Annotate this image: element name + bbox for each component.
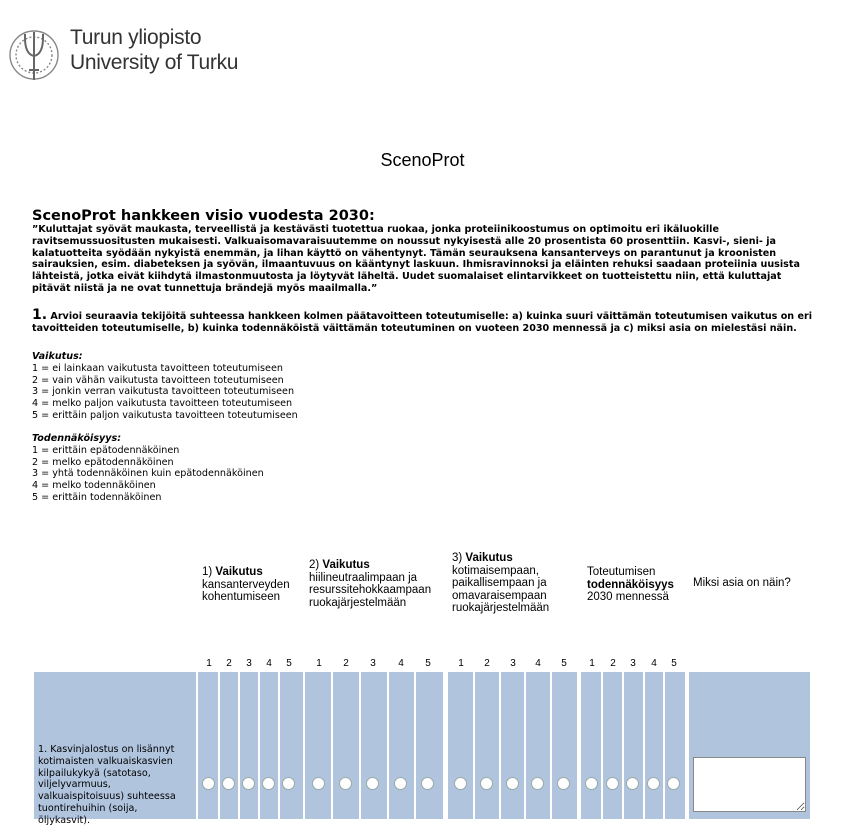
scale-number: 1 <box>316 658 322 669</box>
scale-number: 2 <box>226 658 232 669</box>
scale-number: 5 <box>671 658 677 669</box>
question-number: 1. <box>32 307 48 323</box>
health-impact-radio-3[interactable] <box>242 777 255 790</box>
scale-number: 4 <box>398 658 404 669</box>
column-prefix: 3) <box>452 552 466 564</box>
cell-divider <box>663 672 665 819</box>
cell-divider <box>331 672 333 819</box>
carbon-impact-radio-1[interactable] <box>312 777 325 790</box>
domestic-impact-cell <box>448 672 577 819</box>
row-1-statement: 1. Kasvinjalostus on lisännyt kotimaisten valkuaiskasvien kilpailukykyä (satotaso, viljelyvarmuus, valkuaispitoisuus) suhteessa tuontirehuihin (soija, öljykasvit). <box>38 744 176 826</box>
scale-item: 5 = erittäin paljon vaikutusta tavoitteen toteutumiseen <box>32 409 298 421</box>
health-impact-radio-5[interactable] <box>282 777 295 790</box>
university-seal-icon <box>8 24 60 86</box>
column-prefix: 2) <box>309 559 323 571</box>
scale-number: 1 <box>206 658 212 669</box>
impact-scale <box>32 351 298 422</box>
column-header-probability <box>587 566 687 604</box>
column-header-carbon <box>309 559 444 609</box>
scale-number: 2 <box>610 658 616 669</box>
cell-divider <box>473 672 475 819</box>
university-logo <box>8 24 239 86</box>
vision-heading: ScenoProt hankkeen visio vuodesta 2030: <box>32 208 375 224</box>
column-rest: kotimaisempaan, paikallisempaan ja omavaraisempaan ruokajärjestelmään <box>452 564 550 614</box>
carbon-impact-radio-5[interactable] <box>421 777 434 790</box>
cell-divider <box>218 672 220 819</box>
scale-heading: Vaikutus: <box>32 351 83 362</box>
probability-scale <box>32 433 264 504</box>
carbon-impact-radio-3[interactable] <box>366 777 379 790</box>
scale-item: 4 = melko paljon vaikutusta tavoitteen toteutumiseen <box>32 398 293 410</box>
domestic-impact-radio-4[interactable] <box>531 777 544 790</box>
probability-radio-5[interactable] <box>667 777 680 790</box>
carbon-impact-cell <box>305 672 443 819</box>
scale-number: 5 <box>425 658 431 669</box>
university-name-en: University of Turku <box>70 51 239 74</box>
domestic-impact-radio-2[interactable] <box>480 777 493 790</box>
column-pre: Toteutumisen <box>587 566 656 578</box>
cell-divider <box>278 672 280 819</box>
cell-divider <box>643 672 645 819</box>
column-bold: Vaikutus <box>465 552 513 564</box>
cell-divider <box>414 672 416 819</box>
why-answer-textarea[interactable] <box>693 757 806 812</box>
scale-number: 3 <box>246 658 252 669</box>
scale-item: 2 = vain vähän vaikutusta tavoitteen toteutumiseen <box>32 374 284 386</box>
cell-divider <box>238 672 240 819</box>
scale-item: 1 = erittäin epätodennäköinen <box>32 444 180 456</box>
scale-item: 3 = yhtä todennäköinen kuin epätodennäköinen <box>32 468 264 480</box>
scale-number: 4 <box>266 658 272 669</box>
carbon-impact-radio-4[interactable] <box>394 777 407 790</box>
column-rest: hiilineutraalimpaan ja resurssitehokkaampaan ruokajärjestelmään <box>309 571 432 609</box>
health-impact-radio-1[interactable] <box>202 777 215 790</box>
survey-title: ScenoProt <box>380 150 465 170</box>
cell-divider <box>359 672 361 819</box>
column-header-domestic <box>452 552 577 615</box>
scale-number: 3 <box>370 658 376 669</box>
question-text: Arvioi seuraavia tekijöitä suhteessa hankkeen kolmen päätavoitteen toteutumiselle: a) kuinka suuri väittämän toteutumisen vaikutus on eri tavoitteiden toteutumiselle, b) kuinka todennäköistä väittämän toteutuminen on vuoteen 2030 mennessä ja c) miksi asia on mielestäsi näin. <box>32 311 812 334</box>
scale-number: 5 <box>561 658 567 669</box>
probability-cell <box>581 672 685 819</box>
cell-divider <box>499 672 501 819</box>
scale-number: 1 <box>589 658 595 669</box>
scale-item: 5 = erittäin todennäköinen <box>32 491 162 503</box>
column-bold: Vaikutus <box>322 559 370 571</box>
scale-number: 3 <box>510 658 516 669</box>
domestic-impact-radio-3[interactable] <box>506 777 519 790</box>
cell-divider <box>550 672 552 819</box>
scale-item: 1 = ei lainkaan vaikutusta tavoitteen toteutumiseen <box>32 362 283 374</box>
university-name-fi: Turun yliopisto <box>70 26 202 49</box>
cell-divider <box>601 672 603 819</box>
probability-radio-3[interactable] <box>626 777 639 790</box>
column-rest: 2030 mennessä <box>587 591 669 603</box>
probability-radio-4[interactable] <box>647 777 660 790</box>
cell-divider <box>622 672 624 819</box>
scale-number: 3 <box>630 658 636 669</box>
scale-number: 4 <box>535 658 541 669</box>
health-impact-radio-2[interactable] <box>222 777 235 790</box>
cell-divider <box>524 672 526 819</box>
domestic-impact-radio-1[interactable] <box>454 777 467 790</box>
scale-item: 2 = melko epätodennäköinen <box>32 456 174 468</box>
carbon-impact-radio-2[interactable] <box>339 777 352 790</box>
column-bold: Vaikutus <box>215 566 263 578</box>
scale-heading: Todennäköisyys: <box>32 433 122 444</box>
column-prefix: 1) <box>202 566 216 578</box>
column-bold: todennäköisyys <box>587 578 674 591</box>
probability-radio-2[interactable] <box>606 777 619 790</box>
scale-number: 2 <box>343 658 349 669</box>
cell-divider <box>387 672 389 819</box>
column-header-why: Miksi asia on näin? <box>693 577 791 589</box>
health-impact-radio-4[interactable] <box>262 777 275 790</box>
probability-radio-1[interactable] <box>585 777 598 790</box>
scale-number: 1 <box>458 658 464 669</box>
column-header-health <box>202 566 302 604</box>
column-rest: kansanterveyden kohentumiseen <box>202 578 290 603</box>
scale-item: 3 = jonkin verran vaikutusta tavoitteen toteutumiseen <box>32 386 295 398</box>
scale-item: 4 = melko todennäköinen <box>32 480 156 492</box>
question-1 <box>32 307 812 335</box>
scale-number: 4 <box>651 658 657 669</box>
scale-number: 2 <box>484 658 490 669</box>
cell-divider <box>258 672 260 819</box>
domestic-impact-radio-5[interactable] <box>557 777 570 790</box>
scale-number: 5 <box>286 658 292 669</box>
vision-text: ”Kuluttajat syövät maukasta, terveellistä ja kestävästi tuotettua ruokaa, jonka proteiinikoostumus on optimoitu eri ikäluokille ravitsemussuositusten mukaisesti. Valkuaisomavaraisuutemme on noussut nykyisestä alle 20 prosentista 60 prosenttiin. Kasvi-, sieni- ja kalatuotteita syödään nykyistä enemmän, ja lihan käyttö on vähentynyt. Tämän seurauksena kansanterveys on parantunut ja kroonisten sairauksien, esim. diabeteksen ja syövän, ilmaantuvuus on kääntynyt laskuun. Ihmisravinnoksi ja eläinten rehuksi saadaan proteiinia uusista lähteistä, jotka eivät kiihdytä ilmastonmuutosta ja löytyvät läheltä. Uudet suomalaiset elintarvikkeet on tuotteistettu niin, että kuluttajat pitävät niistä ja ne ovat tunnettuja brändejä myös maailmalla.” <box>32 224 800 294</box>
health-impact-cell <box>198 672 303 819</box>
